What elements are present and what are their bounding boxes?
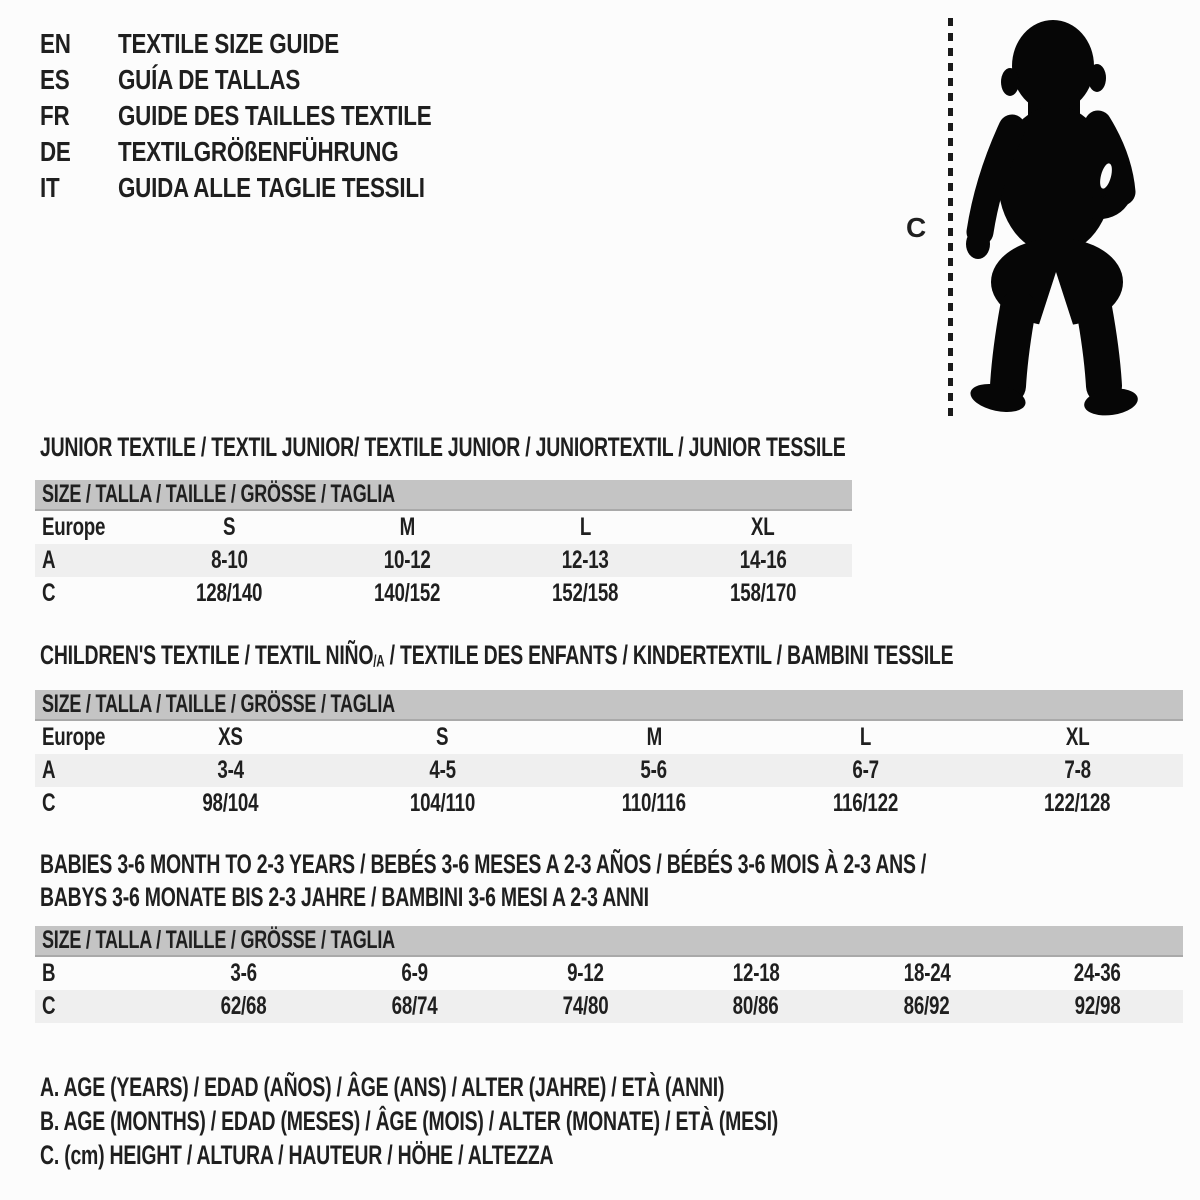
row-label: C [42,579,56,607]
language-row [40,170,510,206]
height-cell: 98/104 [202,789,259,817]
language-row [40,98,510,134]
size-header-bar: SIZE / TALLA / TAILLE / GRÖSSE / TAGLIA [35,926,1183,957]
footnote-c: C. (cm) HEIGHT / ALTURA / HAUTEUR / HÖHE / ALTEZZA [40,1140,554,1170]
language-code: ES [40,64,70,95]
nino-a-subscript: /A [373,652,385,671]
language-code: EN [40,28,71,59]
guide-title: TEXTILE SIZE GUIDE [118,28,339,59]
height-cell: 128/140 [195,579,263,607]
table-row-height [35,577,852,610]
language-row [40,62,510,98]
guide-title: TEXTILGRÖßENFÜHRUNG [118,136,399,167]
row-label: A [42,546,56,574]
toddler-body [966,106,1122,259]
language-code: IT [40,172,60,203]
toddler-silhouette-icon [956,20,1148,422]
height-cell: 62/68 [220,992,267,1020]
height-cell: 140/152 [373,579,441,607]
height-cell: 152/158 [551,579,619,607]
size-cell: XL [751,513,775,541]
height-cell: 92/98 [1074,992,1121,1020]
table-row-age [35,544,852,577]
babies-size-table [35,926,1183,1023]
months-cell: 12-18 [732,959,780,987]
junior-section-title: JUNIOR TEXTILE / TEXTIL JUNIOR/ TEXTILE JUNIOR / JUNIORTEXTIL / JUNIOR TESSILE [40,432,846,462]
junior-size-table [35,480,852,610]
size-cell: XL [1065,723,1089,751]
age-cell: 7-8 [1063,756,1091,784]
language-title-list [40,26,510,206]
size-cell: L [859,723,872,751]
language-code: DE [40,136,71,167]
size-cell: M [399,513,415,541]
table-row-height [35,990,1183,1023]
height-measure-dashed-line [948,18,953,418]
months-cell: 24-36 [1074,959,1121,987]
height-cell: 80/86 [733,992,779,1020]
footnote-b: B. AGE (MONTHS) / EDAD (MESES) / ÂGE (MOIS) / ALTER (MONATE) / ETÀ (MESI) [40,1106,779,1136]
table-row-europe [35,721,1183,754]
size-cell: S [436,723,449,751]
children-size-table [35,690,1183,820]
months-cell: 18-24 [903,959,951,987]
footnote-a: A. AGE (YEARS) / EDAD (AÑOS) / ÂGE (ANS) / ALTER (JAHRE) / ETÀ (ANNI) [40,1072,725,1102]
age-cell: 14-16 [739,546,787,574]
table-row-europe [35,511,852,544]
legend-footnotes [40,1070,1065,1172]
table-row-age [35,754,1183,787]
language-row [40,26,510,62]
age-cell: 10-12 [383,546,431,574]
row-label: B [42,959,56,987]
language-code: FR [40,100,70,131]
size-cell: L [579,513,591,541]
language-row [40,134,510,170]
size-header-bar: SIZE / TALLA / TAILLE / GRÖSSE / TAGLIA [35,480,852,511]
months-cell: 6-9 [401,959,428,987]
guide-title: GUÍA DE TALLAS [118,64,301,95]
size-cell: M [646,723,662,751]
age-cell: 12-13 [561,546,609,574]
size-header-bar: SIZE / TALLA / TAILLE / GRÖSSE / TAGLIA [35,690,1183,721]
toddler-legs [968,238,1140,419]
months-cell: 9-12 [566,959,604,987]
size-cell: XS [218,723,244,751]
table-row-months [35,957,1183,990]
babies-section-title: BABIES 3-6 MONTH TO 2-3 YEARS / BEBÉS 3-6 MESES A 2-3 AÑOS / BÉBÉS 3-6 MOIS À 2-3 ANS / BABYS 3-6 MONATE BIS 2-3 JAHRE / BAMBINI 3-6 MESI A 2-3 ANNI [40,849,927,912]
row-label: A [42,756,56,784]
size-cell: S [222,513,236,541]
height-cell: 74/80 [562,992,608,1020]
height-cell: 68/74 [391,992,438,1020]
guide-title: GUIDA ALLE TAGLIE TESSILI [118,172,425,203]
row-label: C [42,789,56,817]
row-label: C [42,992,56,1020]
height-cell: 110/116 [621,789,687,817]
row-label: Europe [42,513,106,541]
children-section-title: CHILDREN'S TEXTILE / TEXTIL $NIÑO_{/A}$ / TEXTILE DES ENFANTS / KINDERTEXTIL / BAMBINI TESSILE [40,640,954,671]
height-cell: 116/122 [833,789,899,817]
guide-title: GUIDE DES TAILLES TEXTILE [118,100,432,131]
age-cell: 3-4 [217,756,245,784]
age-cell: 6-7 [852,756,879,784]
height-measure-label: C [906,212,927,243]
height-cell: 86/92 [903,992,950,1020]
height-cell: 158/170 [729,579,797,607]
table-row-height [35,787,1183,820]
age-cell: 4-5 [429,756,456,784]
height-cell: 104/110 [409,789,475,817]
height-cell: 122/128 [1044,789,1111,817]
age-cell: 5-6 [640,756,668,784]
row-label: Europe [42,723,106,751]
months-cell: 3-6 [230,959,257,987]
age-cell: 8-10 [210,546,248,574]
